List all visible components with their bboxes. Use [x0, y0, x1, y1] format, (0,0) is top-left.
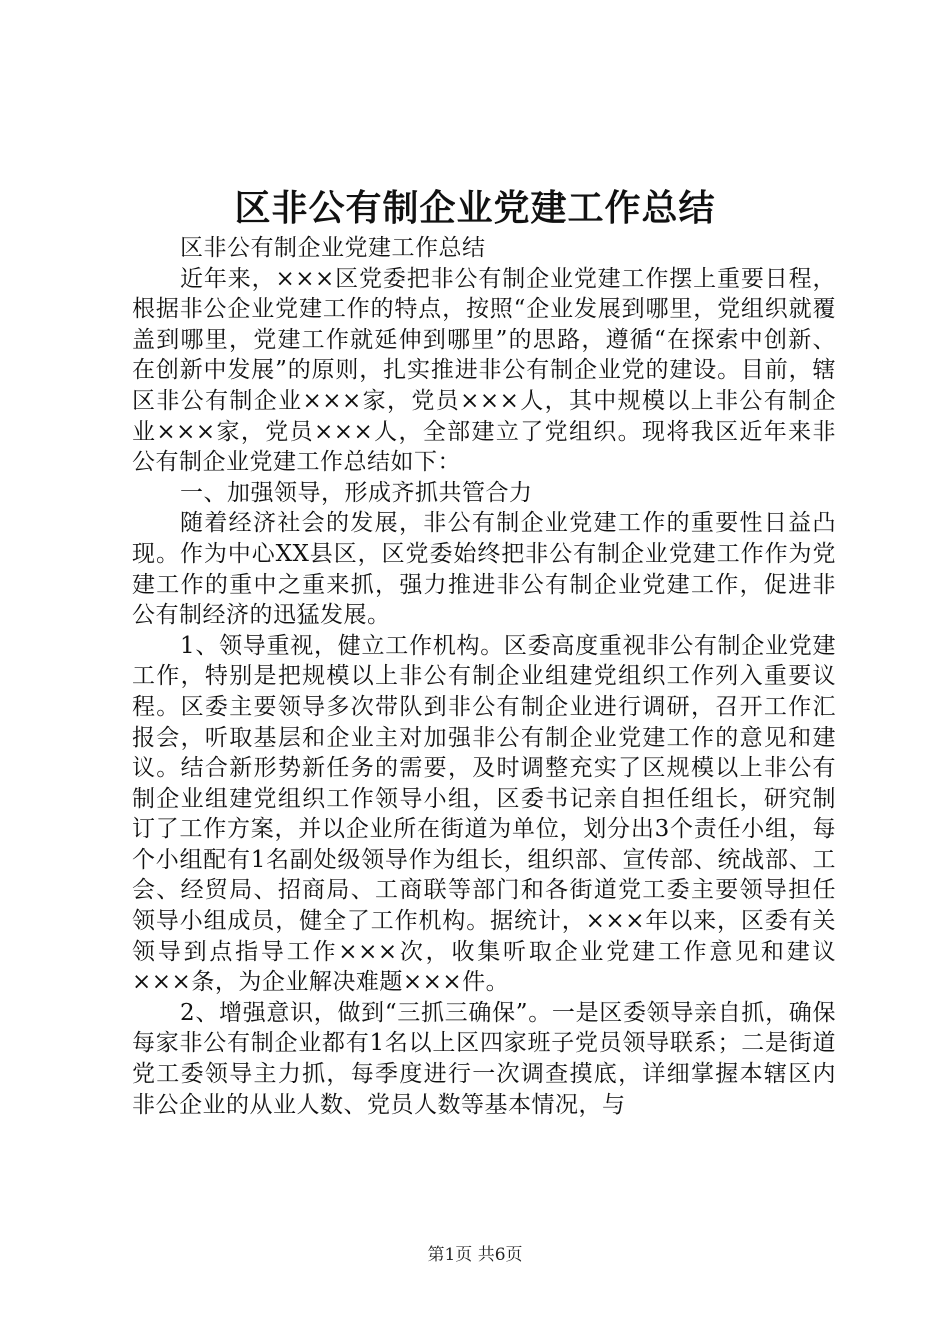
section-heading: 一、加强领导，形成齐抓共管合力: [180, 479, 533, 506]
body-paragraph: 随着经济社会的发展，非公有制企业党建工作的重要性日益凸现。作为中心XX县区，区党委始终把非公有制企业党建工作作为党建工作的重中之重来抓，强力推进非公有制企业党建工作，促进非公有制经济的迅猛发展。: [132, 510, 836, 629]
document-title: 区非公有制企业党建工作总结: [234, 187, 716, 229]
page-number-footer: 第1页 共6页: [427, 1245, 523, 1265]
body-paragraph: 1、领导重视，健立工作机构。区委高度重视非公有制企业党建工作，特别是把规模以上非公有制企业组建党组织工作列入重要议程。区委主要领导多次带队到非公有制企业进行调研，召开工作汇报会，听取基层和企业主对加强非公有制企业党建工作的意见和建议。结合新形势新任务的需要，及时调整充实了区规模以上非公有制企业组建党组织工作领导小组，区委书记亲自担任组长，研究制订了工作方案，并以企业所在街道为单位，划分出3个责任小组，每个小组配有1名副处级领导作为组长，组织部、宣传部、统战部、工会、经贸局、招商局、工商联等部门和各街道党工委主要领导担任领导小组成员，健全了工作机构。据统计，×××年以来，区委有关领导到点指导工作×××次，收集听取企业党建工作意见和建议×××条，为企业解决难题×××件。: [132, 632, 836, 996]
document-body: [132, 233, 836, 1120]
intro-paragraph: 近年来，×××区党委把非公有制企业党建工作摆上重要日程，根据非公企业党建工作的特点，按照“企业发展到哪里，党组织就覆盖到哪里，党建工作就延伸到哪里”的思路，遵循“在探索中创新、在创新中发展”的原则，扎实推进非公有制企业党的建设。目前，辖区非公有制企业×××家，党员×××人，其中规模以上非公有制企业×××家，党员×××人，全部建立了党组织。现将我区近年来非公有制企业党建工作总结如下：: [132, 265, 836, 476]
body-paragraph: 2、增强意识，做到“三抓三确保”。一是区委领导亲自抓，确保每家非公有制企业都有1名以上区四家班子党员领导联系；二是街道党工委领导主力抓，每季度进行一次调查摸底，详细掌握本辖区内非公企业的从业人数、党员人数等基本情况，与: [132, 999, 836, 1118]
subtitle-paragraph: 区非公有制企业党建工作总结: [180, 235, 486, 261]
